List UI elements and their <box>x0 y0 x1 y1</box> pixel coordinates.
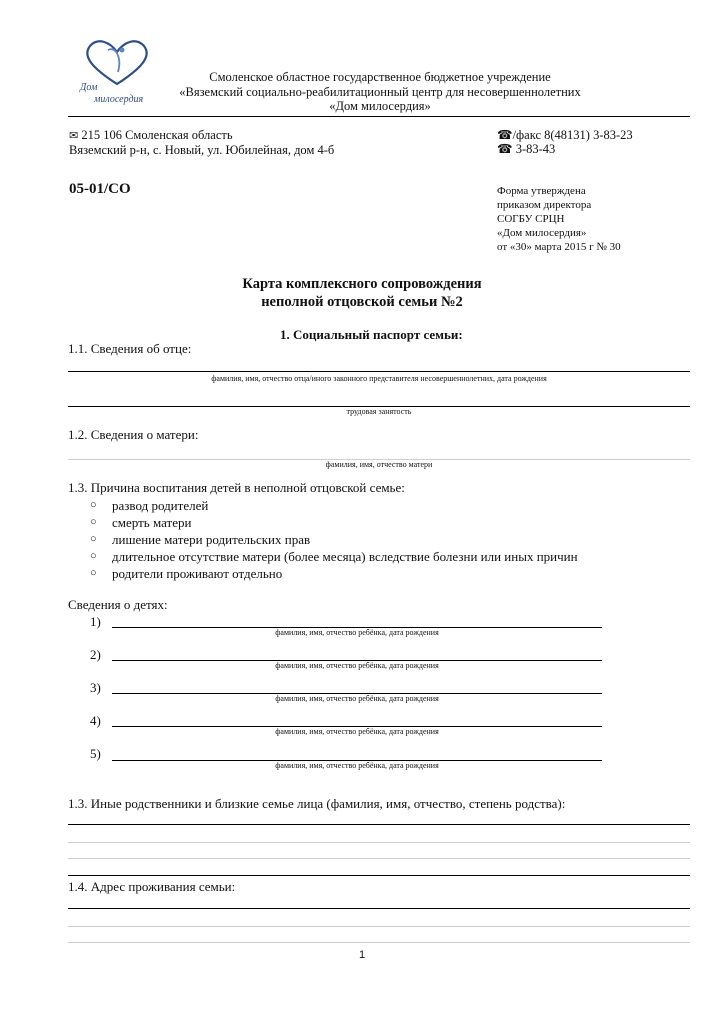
reason-option[interactable]: ○ родители проживают отдельно <box>90 566 283 581</box>
logo-text-line2: милосердия <box>94 94 144 105</box>
phone-number: 3-83-43 <box>515 142 556 156</box>
reason-option[interactable]: ○ лишение матери родительских прав <box>90 532 311 547</box>
child-caption: фамилия, имя, отчество ребёнка, дата рождения <box>275 628 439 637</box>
child-caption: фамилия, имя, отчество ребёнка, дата рождения <box>275 727 439 736</box>
approval-line: СОГБУ СРЦН <box>497 213 565 225</box>
approval-line: Форма утверждена <box>497 185 586 197</box>
address-line-1: 215 106 Смоленская область <box>81 128 233 142</box>
reason-option[interactable]: ○ длительное отсутствие матери (более месяца) вследствие болезни или иных причин <box>90 549 578 564</box>
address-input-line[interactable] <box>68 942 690 943</box>
page-number: 1 <box>358 949 366 961</box>
address-input-line[interactable] <box>68 908 690 909</box>
section-title: 1. Социальный паспорт семьи: <box>280 327 463 342</box>
logo <box>72 38 162 108</box>
address-input-line[interactable] <box>68 926 690 927</box>
reason-option[interactable]: ○ смерть матери <box>90 515 192 530</box>
phone-block <box>497 128 633 156</box>
relatives-label: 1.3. Иные родственники и близкие семье лица (фамилия, имя, отчество, степень родства): <box>68 796 566 811</box>
reason-option[interactable]: ○ развод родителей <box>90 498 209 513</box>
father-caption: фамилия, имя, отчество отца/иного законного представителя несовершеннолетних, дата рождения <box>211 374 547 383</box>
employment-caption: трудовая занятость <box>346 407 412 416</box>
relatives-input-line[interactable] <box>68 824 690 825</box>
relatives-input-line[interactable] <box>68 842 690 843</box>
approval-line: «Дом милосердия» <box>497 227 587 239</box>
org-header <box>150 70 610 114</box>
header-rule <box>68 116 690 117</box>
address-block <box>69 128 334 157</box>
child-caption: фамилия, имя, отчество ребёнка, дата рождения <box>275 661 439 670</box>
title-line-1: Карта комплексного сопровождения <box>242 276 482 292</box>
title-line-2: неполной отцовской семьи №2 <box>261 294 463 310</box>
approval-line: приказом директора <box>497 199 592 211</box>
org-line-2: «Вяземский социально-реабилитационный центр для несовершеннолетних <box>179 84 581 99</box>
mother-caption: фамилия, имя, отчество матери <box>325 460 433 469</box>
child-caption: фамилия, имя, отчество ребёнка, дата рождения <box>275 761 439 770</box>
child-number: 3) <box>90 680 101 695</box>
child-number: 1) <box>90 614 101 629</box>
children-label: Сведения о детях: <box>68 597 168 612</box>
circle-checkbox-icon[interactable]: ○ <box>90 567 97 579</box>
mother-label: 1.2. Сведения о матери: <box>68 427 199 442</box>
phone-fax: /факс 8(48131) 3-83-23 <box>512 128 633 142</box>
relatives-input-line[interactable] <box>68 858 690 859</box>
circle-checkbox-icon[interactable]: ○ <box>90 499 97 511</box>
address-line-2: Вяземский р-н, с. Новый, ул. Юбилейная, дом 4-б <box>69 143 335 157</box>
heart-logo-icon <box>72 38 162 88</box>
father-label: 1.1. Сведения об отце: <box>68 341 192 356</box>
child-number: 5) <box>90 746 101 761</box>
org-line-1: Смоленское областное государственное бюджетное учреждение <box>209 70 551 84</box>
envelope-icon: ✉ <box>69 130 79 142</box>
father-input-line[interactable] <box>68 371 690 372</box>
child-number: 2) <box>90 647 101 662</box>
reason-options <box>90 497 578 582</box>
address-label: 1.4. Адрес проживания семьи: <box>68 879 236 894</box>
circle-checkbox-icon[interactable]: ○ <box>90 516 97 528</box>
child-number: 4) <box>90 713 101 728</box>
logo-text-line1: Дом <box>80 82 98 93</box>
reason-label: 1.3. Причина воспитания детей в неполной отцовской семье: <box>68 480 405 495</box>
approval-block <box>497 184 621 254</box>
org-line-3: «Дом милосердия» <box>329 99 431 113</box>
relatives-input-line[interactable] <box>68 875 690 876</box>
phone-icon: ☎ <box>497 142 513 156</box>
circle-checkbox-icon[interactable]: ○ <box>90 533 97 545</box>
child-caption: фамилия, имя, отчество ребёнка, дата рождения <box>275 694 439 703</box>
circle-checkbox-icon[interactable]: ○ <box>90 550 97 562</box>
document-title <box>0 275 724 311</box>
phone-icon: ☎ <box>497 128 513 142</box>
approval-line: от «30» марта 2015 г № 30 <box>497 241 621 253</box>
document-number: 05-01/СО <box>69 181 131 197</box>
